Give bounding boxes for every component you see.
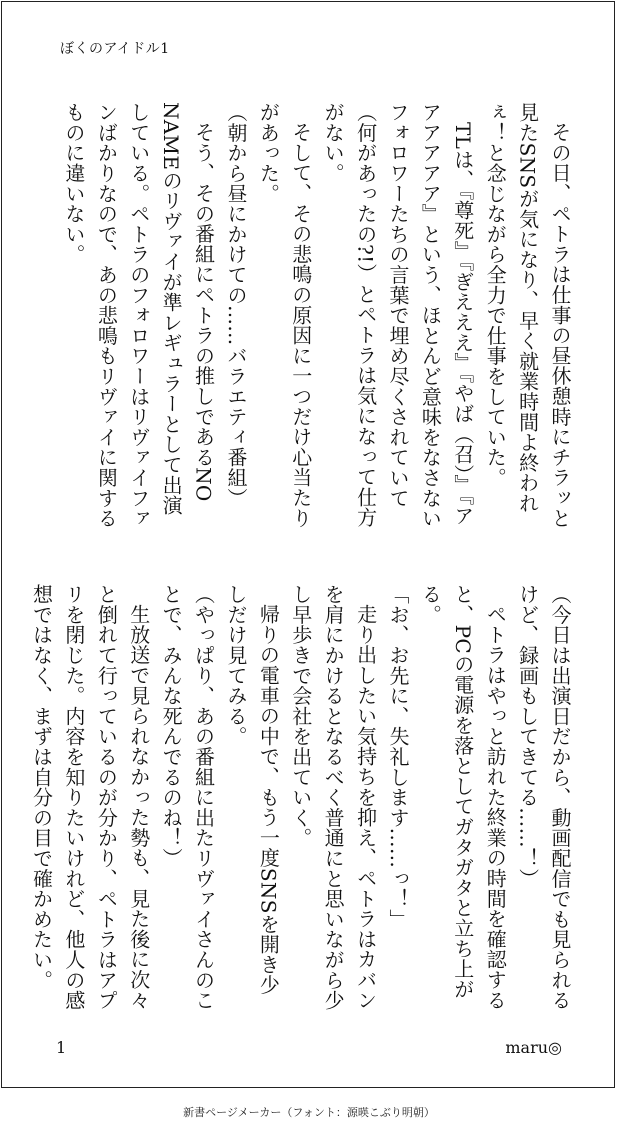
paragraph: そう、その番組にペトラの推しであるNO NAMEのリヴァイが準レギュラーとして出演している。ペトラのフォロワーはリヴァイファンばかりなので、あの悲鳴もリヴァイに関するものに違いない。 [61,102,216,529]
paragraph: 「お、お先に、失礼します……っ！」 [385,584,410,930]
paragraph: 帰りの電車の中で、もう一度SNSを開き少しだけ見てみる。 [223,584,281,995]
paragraph: （やっぱり、あの番組に出たリヴァイさんのことで、みんな死んでるのね！） [159,584,216,1011]
credit-line: 新書ページメーカー（フォント：源暎こぶり明朝） [183,1106,435,1119]
page-frame [1,1,615,1088]
paragraph: 走り出したい気持ちを抑え、ペトラはカバンを肩にかけるとなるべく普通にと思いながら少し早歩きで会社を出ていく。 [288,584,378,1011]
body-text-bottom [29,584,576,1014]
paragraph: そして、その悲鳴の原因に一つだけ心当たりがあった。 [256,102,313,528]
paragraph: TLは、『尊死』『ぎえええ』『やば（召）』『アアアアアア』という、ほとんど意味をなさないフォロワーたちの言葉で埋め尽くされていて（何があったの?!）とペトラは気になって仕方がない。 [321,102,475,529]
paragraph: （今日は出演日だから、動画配信でも見られるけど、録画もしてきてる……！） [515,584,572,1011]
page-number: 1 [56,1038,67,1057]
running-header: ぼくのアイドル1 [60,41,170,57]
paragraph: その日、ペトラは仕事の昼休憩時にチラッと見たSNSが気になり、早く就業時間よ終われぇ！と念じながら全力で仕事をしていた。 [483,102,572,528]
author-name: maru◎ [505,1038,562,1057]
paragraph: 生放送で見られなかった勢も、見た後に次々と倒れて行っているのが分かり、ペトラはアプリを閉じた。内容を知りたいけれど、他人の感想ではなく、まずは自分の目で確かめたい。 [29,584,151,1011]
body-text-top [46,102,576,532]
paragraph: ペトラはやっと訪れた終業の時間を確認すると、PCの電源を落としてガタガタと立ち上がる。 [418,584,508,1010]
paragraph: （朝から昼にかけての……バラエティ番組） [223,102,248,508]
